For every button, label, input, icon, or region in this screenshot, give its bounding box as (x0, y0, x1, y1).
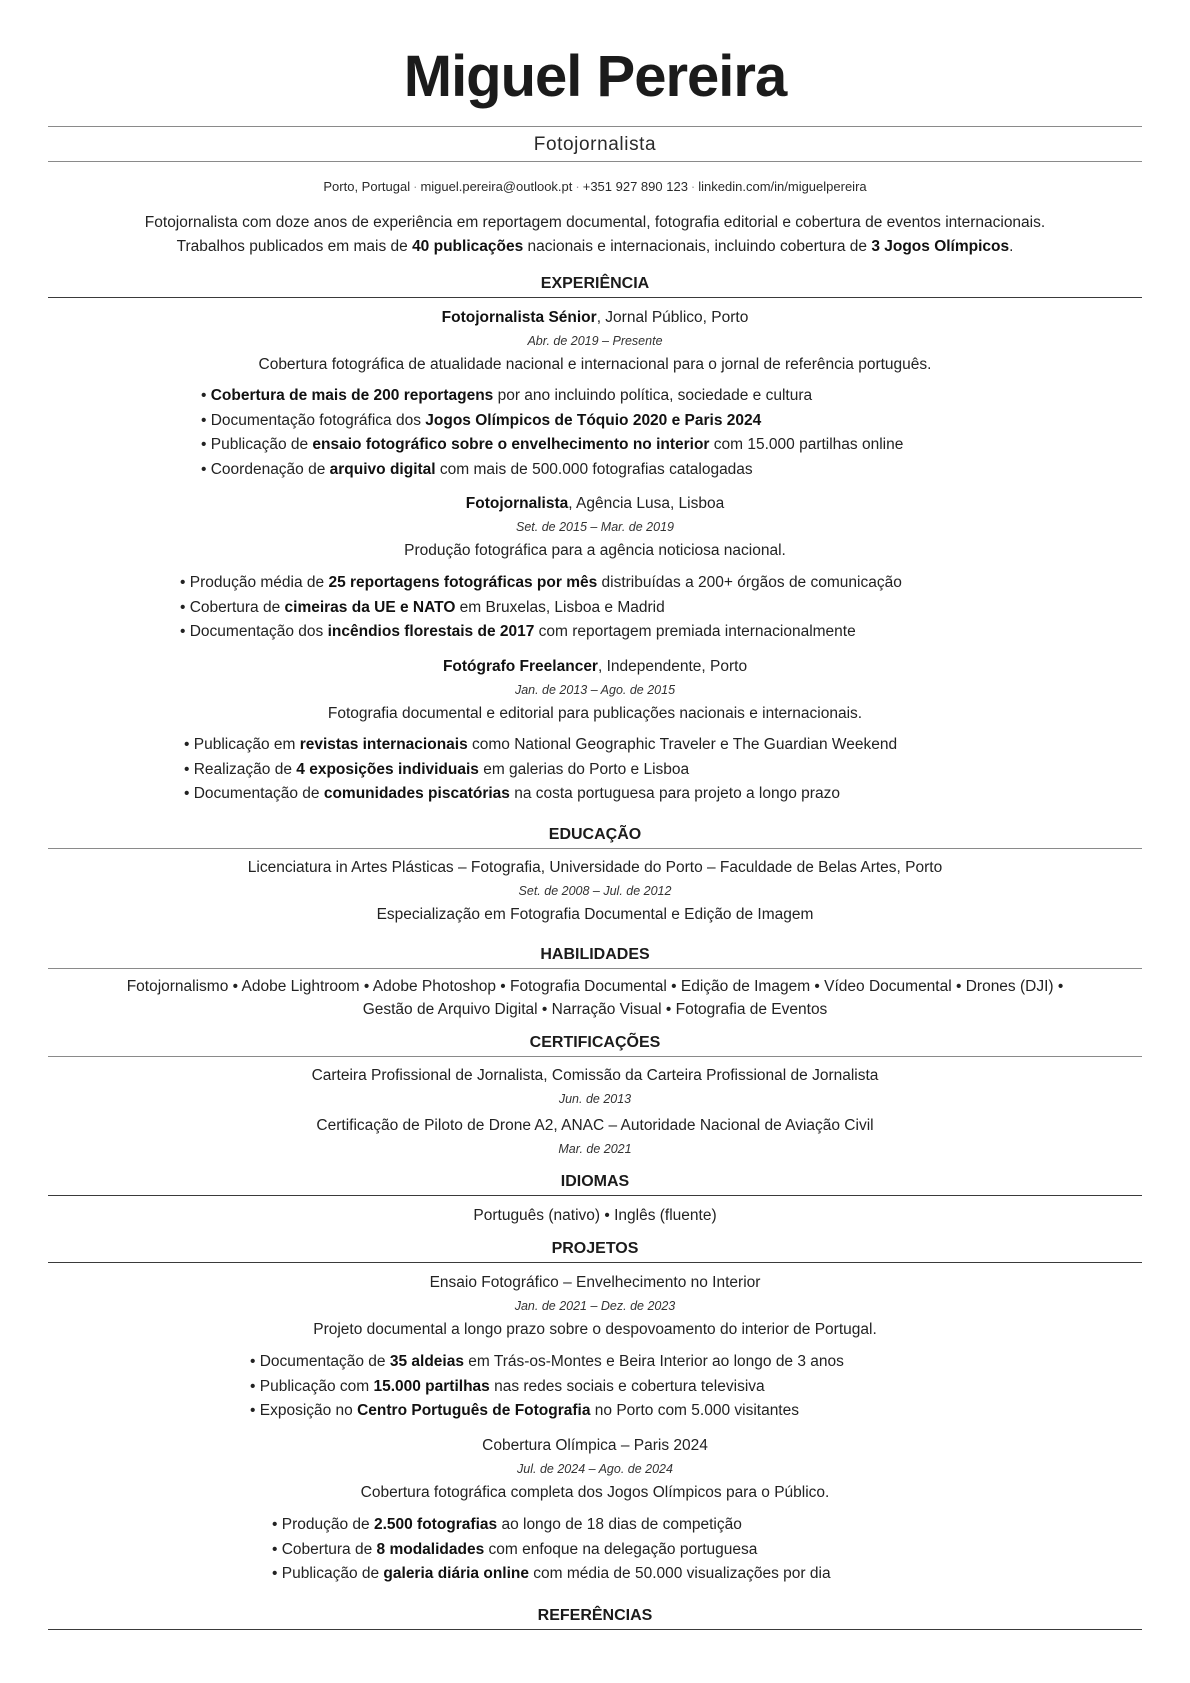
section-heading-languages: IDIOMAS (560, 1173, 630, 1190)
contact-line: Porto, Portugal · miguel.pereira@outlook.pt · +351 927 890 123 · linkedin.com/in/miguelpereira (323, 179, 867, 194)
bullet-icon: • (184, 760, 194, 778)
project-description: Cobertura fotográfica completa dos Jogos Olímpicos para o Público. (360, 1484, 830, 1501)
bullet-icon: • (180, 623, 190, 640)
job-role: Fotógrafo Freelancer (442, 658, 598, 675)
contact-phone[interactable]: +351 927 890 123 (582, 179, 688, 194)
contact-location: Porto, Portugal (323, 179, 411, 194)
bullet-icon: • (184, 736, 194, 753)
bullet-item: • Realização de 4 exposições individuais em galerias do Porto e Lisboa (184, 760, 690, 778)
job-role: Fotojornalista (465, 495, 569, 512)
job-heading (48, 307, 1142, 329)
education-dates: Set. de 2008 – Jul. de 2012 (518, 884, 672, 898)
bullet-item: • Documentação de 35 aldeias em Trás-os-Montes e Beira Interior ao longo de 3 anos (250, 1353, 844, 1370)
bullet-icon: • (272, 1565, 282, 1582)
bullet-item: • Publicação com 15.000 partilhas nas redes sociais e cobertura televisiva (250, 1377, 765, 1395)
job-org: , Agência Lusa, Lisboa (568, 495, 725, 512)
bullet-icon: • (184, 785, 194, 802)
bullet-icon: • (250, 1402, 260, 1419)
bullet-icon: • (272, 1540, 282, 1558)
certification-date: Jun. de 2013 (558, 1092, 632, 1106)
certification-name: Carteira Profissional de Jornalista, Comissão da Carteira Profissional de Jornalista (311, 1067, 879, 1084)
bullet-item: • Documentação de comunidades piscatórias na costa portuguesa para projeto a longo prazo (184, 785, 840, 802)
contact-linkedin[interactable]: linkedin.com/in/miguelpereira (698, 179, 867, 194)
project-bullets (250, 1350, 844, 1424)
bullet-icon: • (201, 411, 211, 429)
job-role: Fotojornalista Sénior (441, 309, 597, 326)
bullet-item: • Cobertura de 8 modalidades com enfoque na delegação portuguesa (272, 1540, 758, 1558)
section-divider (48, 848, 1142, 849)
project-dates: Jan. de 2021 – Dez. de 2023 (514, 1299, 676, 1313)
languages-line: Português (nativo) • Inglês (fluente) (473, 1207, 717, 1224)
job-heading (48, 656, 1142, 678)
bullet-item: • Exposição no Centro Português de Fotografia no Porto com 5.000 visitantes (250, 1402, 799, 1419)
job-description: Produção fotográfica para a agência noticiosa nacional. (404, 542, 786, 559)
contact-email[interactable]: miguel.pereira@outlook.pt (420, 179, 573, 194)
job-bullets (201, 384, 903, 482)
bullet-icon: • (180, 574, 190, 591)
job-description: Fotografia documental e editorial para publicações nacionais e internacionais. (327, 705, 863, 722)
job-org: , Independente, Porto (597, 658, 748, 675)
job-heading (48, 493, 1142, 515)
job-org: , Jornal Público, Porto (596, 309, 749, 326)
bullet-icon: • (201, 460, 211, 478)
job-bullets (180, 571, 902, 645)
candidate-title: Fotojornalista (533, 134, 657, 155)
section-divider (48, 1195, 1142, 1196)
certification-name: Certificação de Piloto de Drone A2, ANAC – Autoridade Nacional de Aviação Civil (316, 1117, 874, 1134)
project-dates: Jul. de 2024 – Ago. de 2024 (517, 1462, 673, 1476)
bullet-item: • Publicação em revistas internacionais como National Geographic Traveler e The Guardian Weekend (184, 736, 898, 753)
candidate-name: Miguel Pereira (403, 44, 787, 109)
divider (48, 126, 1142, 127)
section-divider (48, 1056, 1142, 1057)
education-detail: Especialização em Fotografia Documental e Edição de Imagem (376, 906, 814, 923)
section-heading-certifications: CERTIFICAÇÕES (529, 1034, 661, 1051)
summary-line-1: Fotojornalista com doze anos de experiência em reportagem documental, fotografia editorial e cobertura de eventos internacionais. (144, 214, 1046, 231)
section-divider (48, 1629, 1142, 1630)
bullet-item: • Publicação de galeria diária online com média de 50.000 visualizações por dia (272, 1565, 831, 1582)
job-dates: Abr. de 2019 – Presente (527, 334, 663, 348)
job-description: Cobertura fotográfica de atualidade nacional e internacional para o jornal de referência português. (258, 356, 932, 373)
summary-line-2: Trabalhos publicados em mais de 40 publicações nacionais e internacionais, incluindo cobertura de 3 Jogos Olímpicos. (176, 238, 1014, 255)
section-divider (48, 968, 1142, 969)
section-divider (48, 297, 1142, 298)
skills-line-1: Fotojornalismo • Adobe Lightroom • Adobe Photoshop • Fotografia Documental • Edição de Imagem • Vídeo Documental • Drones (DJI) • (126, 978, 1064, 995)
bullet-item: • Documentação fotográfica dos Jogos Olímpicos de Tóquio 2020 e Paris 2024 (201, 411, 762, 429)
section-heading-education: EDUCAÇÃO (548, 826, 642, 843)
project-bullets (272, 1513, 831, 1587)
bullet-item: • Documentação dos incêndios florestais de 2017 com reportagem premiada internacionalmente (180, 623, 856, 640)
summary (48, 211, 1142, 259)
project-description: Projeto documental a longo prazo sobre o despovoamento do interior de Portugal. (313, 1321, 877, 1338)
section-heading-skills: HABILIDADES (540, 946, 650, 963)
project-title: Ensaio Fotográfico – Envelhecimento no Interior (429, 1274, 761, 1291)
bullet-icon: • (250, 1353, 260, 1370)
bullet-item: • Coordenação de arquivo digital com mais de 500.000 fotografias catalogadas (201, 460, 753, 478)
education-degree: Licenciatura in Artes Plásticas – Fotografia, Universidade do Porto – Faculdade de Belas Artes, Porto (247, 859, 943, 876)
job-dates: Jan. de 2013 – Ago. de 2015 (514, 683, 676, 697)
job-bullets (184, 733, 897, 807)
bullet-icon: • (180, 598, 190, 616)
bullet-icon: • (201, 387, 211, 404)
bullet-icon: • (272, 1516, 282, 1533)
section-heading-references: REFERÊNCIAS (537, 1607, 653, 1624)
bullet-item: • Cobertura de cimeiras da UE e NATO em Bruxelas, Lisboa e Madrid (180, 598, 665, 616)
project-title: Cobertura Olímpica – Paris 2024 (482, 1437, 708, 1454)
bullet-item: • Publicação de ensaio fotográfico sobre o envelhecimento no interior com 15.000 partilhas online (201, 436, 904, 453)
section-heading-projects: PROJETOS (551, 1240, 639, 1257)
bullet-item: • Produção de 2.500 fotografias ao longo de 18 dias de competição (272, 1516, 742, 1533)
bullet-icon: • (250, 1377, 260, 1395)
divider (48, 161, 1142, 162)
skills-line-2: Gestão de Arquivo Digital • Narração Visual • Fotografia de Eventos (362, 1001, 828, 1018)
section-divider (48, 1262, 1142, 1263)
bullet-icon: • (201, 436, 211, 453)
job-dates: Set. de 2015 – Mar. de 2019 (516, 520, 674, 534)
section-heading-experience: EXPERIÊNCIA (540, 275, 650, 292)
certification-date: Mar. de 2021 (558, 1142, 632, 1156)
bullet-item: • Produção média de 25 reportagens fotográficas por mês distribuídas a 200+ órgãos de comunicação (180, 574, 902, 591)
bullet-item: • Cobertura de mais de 200 reportagens por ano incluindo política, sociedade e cultura (201, 387, 813, 404)
